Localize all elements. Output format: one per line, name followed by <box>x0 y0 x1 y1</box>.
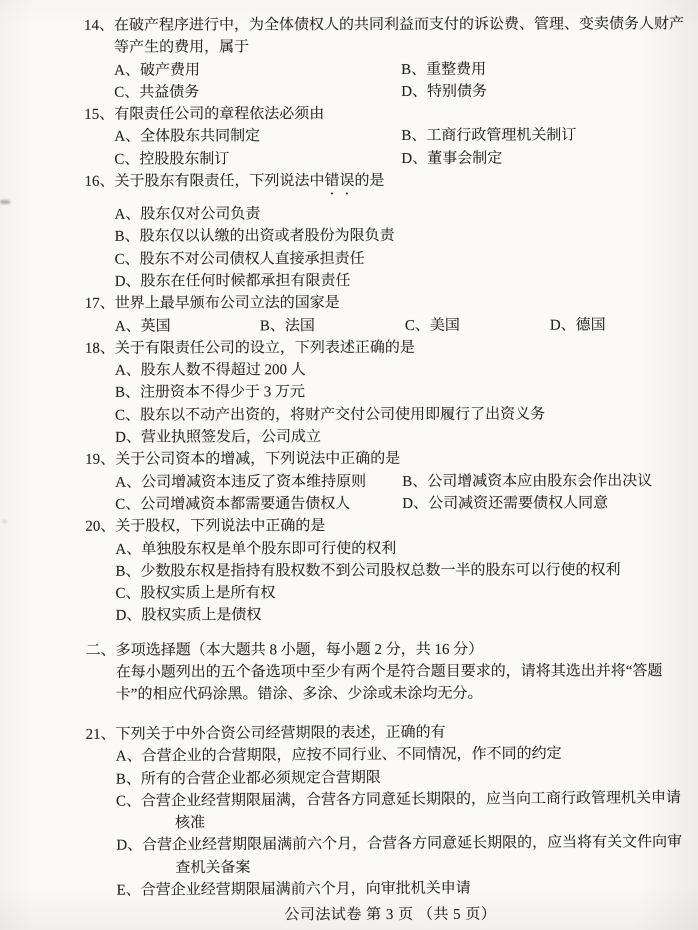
question-17 <box>85 291 693 337</box>
option-d: D、德国 <box>549 316 606 334</box>
emphasized-word: 错误 <box>324 173 355 190</box>
option-a: A、股东仅对公司负责 <box>114 206 261 223</box>
option-a: A、股东人数不得超过 200 人 <box>114 362 306 379</box>
option-a: A、全体股东共同制定 <box>114 128 261 146</box>
question-text-continued: 等产生的费用，属于 <box>114 39 250 57</box>
question-number: 20、 <box>85 518 116 536</box>
option-c: C、股权实质上是所有权 <box>115 585 276 602</box>
option-b: B、股东仅以认缴的出资或者股份为限负责 <box>114 228 395 246</box>
question-19 <box>85 448 693 516</box>
option-b: B、所有的合营企业都必须规定合营期限 <box>115 769 381 787</box>
question-14 <box>84 13 692 104</box>
options-row <box>115 314 693 338</box>
options-stack <box>114 202 692 293</box>
question-15 <box>84 102 692 170</box>
option-b: B、法国 <box>259 317 315 334</box>
options-row <box>115 492 693 516</box>
question-text: 关于股权，下列说法中正确的是 <box>115 518 326 535</box>
option-a: A、合营企业的合营期限，应按不同行业、不同情况，作不同的约定 <box>115 745 562 765</box>
question-number: 18、 <box>84 340 115 357</box>
options-row <box>114 125 692 149</box>
options-row <box>114 80 692 104</box>
option-c-continued: 核准 <box>175 814 206 832</box>
option-c: C、合营企业经营期限届满，合营各方同意延长期限的，应当向工商行政管理机关申请 <box>115 789 682 810</box>
question-text: 关于公司资本的增减，下列说法中正确的是 <box>115 451 401 469</box>
option-e: E、合营企业经营期限届满前六个月，向审批机关申请 <box>116 880 471 899</box>
option-a: A、破产费用 <box>114 62 201 79</box>
question-number: 15、 <box>84 106 115 123</box>
options-stack <box>115 358 693 449</box>
option-d: D、特别债务 <box>401 83 488 100</box>
options-row <box>115 470 693 494</box>
option-a: A、单独股东权是单个股东即可行使的权利 <box>115 540 397 558</box>
question-text: 下列关于中外合资公司经营期限的表述，正确的有 <box>115 724 446 743</box>
option-c: C、公司增减资本都需要通告债权人 <box>115 496 351 513</box>
option-b: B、注册资本不得少于 3 万元 <box>114 384 306 402</box>
question-text: 有限责任公司的章程依法必须由 <box>114 106 325 123</box>
options-stack <box>115 537 693 628</box>
scan-smudge <box>2 520 7 523</box>
page-footer: 公司法试卷 第 3 页 （共 5 页） <box>284 906 497 924</box>
option-c: C、股东以不动产出资的，将财产交付公司使用即履行了出资义务 <box>115 406 546 424</box>
question-text: 关于有限责任公司的设立，下列表述正确的是 <box>114 339 415 357</box>
question-21 <box>86 720 695 902</box>
section-title: 多项选择题（本大题共 8 小题，每小题 2 分，共 16 分） <box>115 641 484 659</box>
question-number: 14、 <box>84 17 115 34</box>
page-content <box>84 13 694 927</box>
option-d: D、合营企业经营期限届满前六个月，合营各方同意延长期限的，应当将有关文件向审 <box>116 834 683 854</box>
section-instructions-line1: 在每小题列出的五个备选项中至少有两个是符合题目要求的，请将其选出并将“答题 <box>115 663 663 681</box>
question-18 <box>85 336 693 449</box>
option-d-continued: 查机关备案 <box>175 859 251 876</box>
question-number: 19、 <box>85 452 116 469</box>
question-text-post: 的是 <box>354 173 385 190</box>
option-c: C、美国 <box>404 317 460 334</box>
option-c: C、控股股东制订 <box>114 151 230 168</box>
question-text: 在破产程序进行中，为全体债权人的共同利益而支付的诉讼费、管理、变卖债务人财产 <box>114 16 685 34</box>
question-20 <box>85 514 693 627</box>
options-row <box>114 147 692 171</box>
option-b: B、公司增减资本应由股东会作出决议 <box>402 472 653 490</box>
section-instructions-line2: 卡”的相应代码涂黑。错涂、多涂、少涂或未涂均无分。 <box>115 686 483 704</box>
question-number: 21、 <box>85 726 116 743</box>
question-text-pre: 关于股东有限责任，下列说法中 <box>114 173 325 190</box>
option-d: D、股东在任何时候都承担有限责任 <box>114 273 351 290</box>
option-b: B、重整费用 <box>401 61 487 78</box>
option-c: C、共益债务 <box>114 84 200 101</box>
option-d: D、董事会制定 <box>401 150 503 167</box>
option-d: D、营业执照签发后，公司成立 <box>115 429 321 446</box>
section-2-multiple-choice <box>86 638 694 706</box>
option-a: A、英国 <box>114 318 171 335</box>
section-number: 二、 <box>85 642 116 659</box>
option-a: A、公司增减资本违反了资本维持原则 <box>115 473 367 491</box>
option-d: D、股权实质上是债权 <box>115 607 262 625</box>
options-stack <box>116 742 695 902</box>
question-text <box>114 169 692 199</box>
options-row <box>114 58 692 82</box>
scan-smudge <box>0 200 10 204</box>
option-c: C、股东不对公司债权人直接承担责任 <box>114 250 365 268</box>
option-b: B、工商行政管理机关制订 <box>401 127 577 145</box>
question-text: 世界上最早颁布公司立法的国家是 <box>114 295 340 312</box>
option-b: B、少数股东权是指持有股权数不到公司股权总数一半的股东可以行使的权利 <box>115 562 621 580</box>
question-number: 16、 <box>84 173 115 190</box>
question-number: 17、 <box>84 295 115 313</box>
option-d: D、公司减资还需要债权人同意 <box>402 495 609 512</box>
question-16 <box>84 169 692 293</box>
